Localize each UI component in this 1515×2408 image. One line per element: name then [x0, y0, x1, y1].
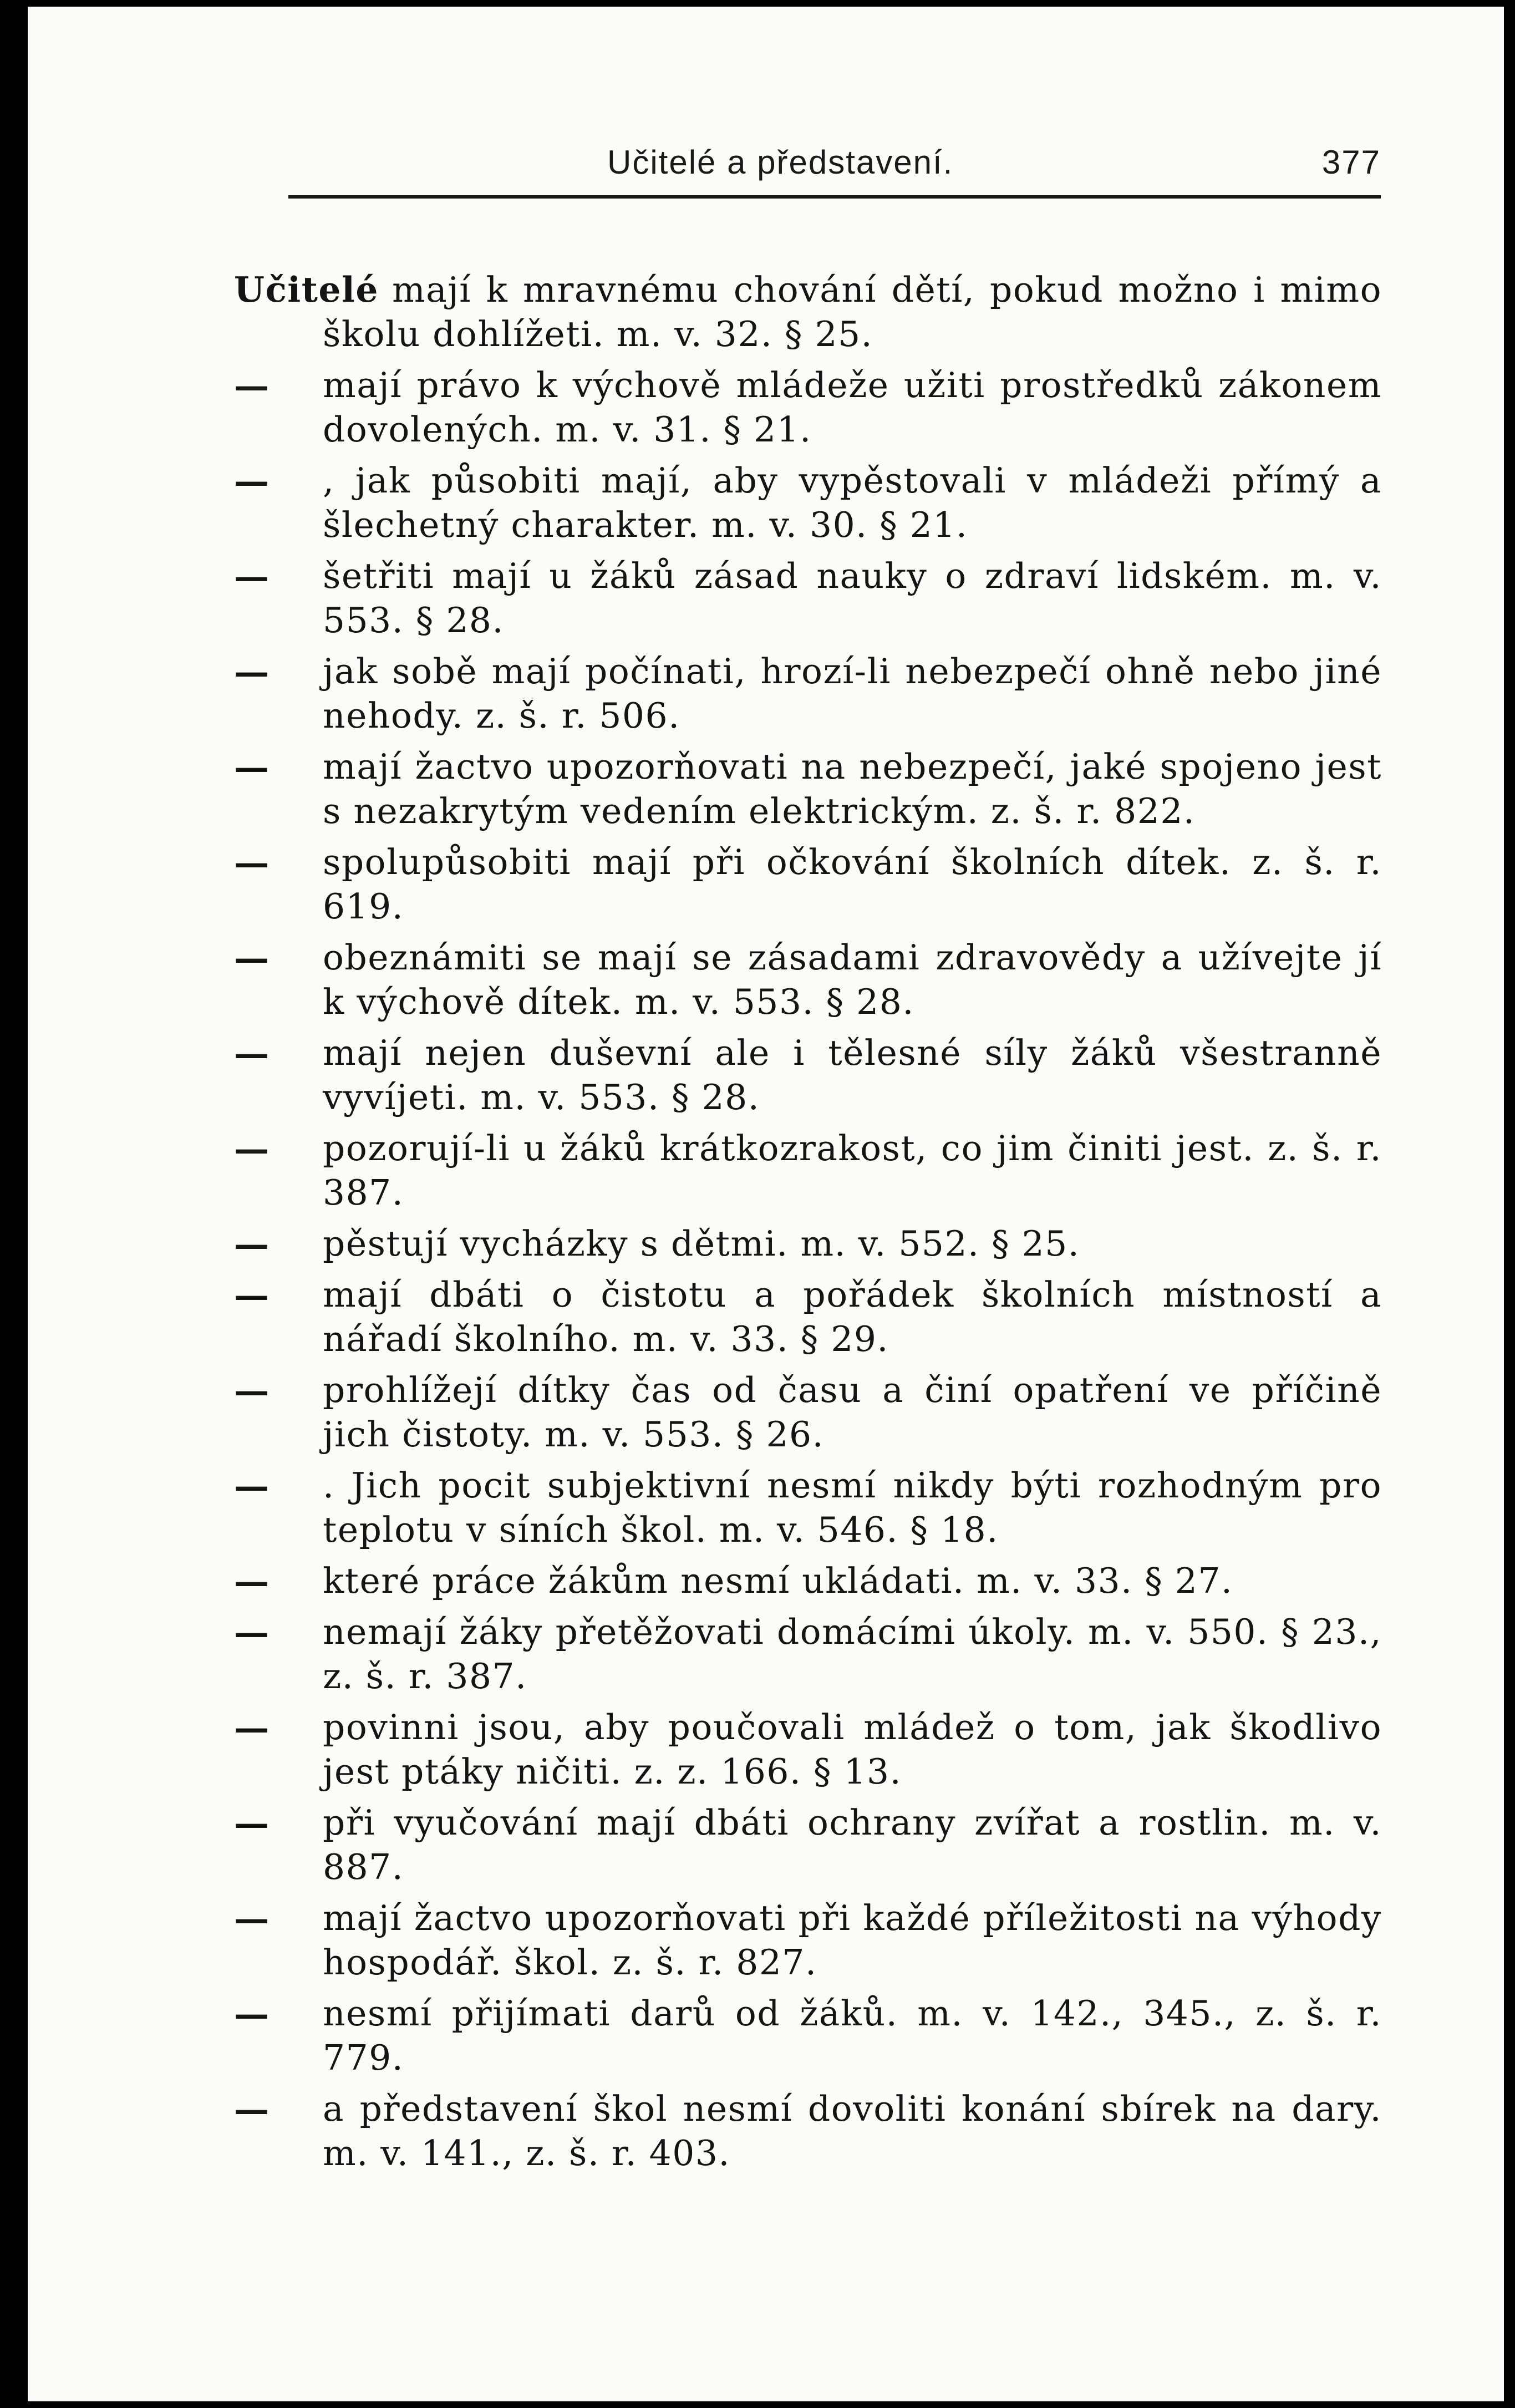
entry-text: povinni jsou, aby poučovali mládež o tom, jak škodlivo jest ptáky ničiti. z. z. 166. § 13.	[323, 1707, 1382, 1792]
entry-text: nesmí přijímati darů od žáků. m. v. 142., 345., z. š. r. 779.	[323, 1993, 1382, 2078]
index-entry	[234, 1801, 1382, 1889]
index-entry	[234, 2087, 1382, 2176]
index-entry	[234, 554, 1382, 643]
entry-text: obeznámiti se mají se zásadami zdravovědy a užívejte jí k výchově dítek. m. v. 553. § 28.	[323, 937, 1382, 1022]
index-entry	[234, 1273, 1382, 1362]
index-entry	[234, 745, 1382, 834]
entry-text: mají k mravnému chování dětí, pokud možno i mimo školu dohlížeti. m. v. 32. § 25.	[323, 270, 1382, 354]
index-entry	[234, 1610, 1382, 1699]
entry-text: které práce žákům nesmí ukládati. m. v. 33. § 27.	[323, 1561, 1233, 1601]
entry-text: mají právo k výchově mládeže užiti prostředků zákonem dovolených. m. v. 31. § 21.	[323, 365, 1382, 450]
entry-headword: Učitelé	[234, 269, 379, 310]
entry-text: prohlížejí dítky čas od času a činí opatření ve příčině jich čistoty. m. v. 553. § 26.	[323, 1370, 1382, 1455]
entry-dash: —	[234, 556, 270, 597]
entry-dash: —	[234, 365, 270, 406]
index-entry	[234, 1222, 1382, 1266]
entry-dash: —	[234, 1223, 270, 1264]
entry-dash: —	[234, 746, 270, 788]
index-entry	[234, 1464, 1382, 1552]
index-entry	[234, 1705, 1382, 1794]
index-entry	[234, 363, 1382, 452]
entry-dash: —	[234, 1898, 270, 1939]
index-entries	[234, 267, 1382, 2182]
entry-dash: —	[234, 1561, 270, 1602]
header-rule	[288, 195, 1381, 199]
entry-dash: —	[234, 460, 270, 501]
index-entry	[234, 1896, 1382, 1985]
entry-text: mají žactvo upozorňovati na nebezpečí, jaké spojeno jest s nezakrytým vedením elektrickým. z. š. r. 822.	[323, 746, 1382, 831]
entry-text: mají dbáti o čistotu a pořádek školních místností a nářadí školního. m. v. 33. § 29.	[323, 1274, 1382, 1359]
entry-text: , jak působiti mají, aby vypěstovali v mládeži přímý a šlechetný charakter. m. v. 30. § 21.	[323, 460, 1382, 545]
entry-dash: —	[234, 651, 270, 692]
entry-text: a představení škol nesmí dovoliti konání sbírek na dary. m. v. 141., z. š. r. 403.	[323, 2089, 1382, 2173]
entry-text: mají nejen duševní ale i tělesné síly žáků všestranně vyvíjeti. m. v. 553. § 28.	[323, 1033, 1382, 1117]
index-entry	[234, 1031, 1382, 1120]
entry-text: jak sobě mají počínati, hrozí-li nebezpečí ohně nebo jiné nehody. z. š. r. 506.	[323, 651, 1382, 736]
entry-dash: —	[234, 1612, 270, 1653]
entry-dash: —	[234, 1993, 270, 2034]
entry-text: mají žactvo upozorňovati při každé příležitosti na výhody hospodář. škol. z. š. r. 827.	[323, 1898, 1382, 1983]
entry-text: šetřiti mají u žáků zásad nauky o zdraví lidském. m. v. 553. § 28.	[323, 556, 1382, 641]
entry-dash: —	[234, 1274, 270, 1315]
entry-dash: —	[234, 937, 270, 978]
entry-text: pozorují-li u žáků krátkozrakost, co jim činiti jest. z. š. r. 387.	[323, 1128, 1382, 1213]
entry-dash: —	[234, 2089, 270, 2130]
book-page	[28, 7, 1504, 2401]
entry-dash: —	[234, 842, 270, 883]
index-entry	[234, 649, 1382, 738]
running-title: Učitelé a představení.	[607, 144, 954, 181]
page-number: 377	[1321, 144, 1381, 181]
index-entry	[234, 267, 1382, 357]
index-entry	[234, 1559, 1382, 1603]
index-entry	[234, 1126, 1382, 1215]
index-entry	[234, 459, 1382, 547]
entry-dash: —	[234, 1802, 270, 1843]
entry-dash: —	[234, 1465, 270, 1506]
entry-dash: —	[234, 1033, 270, 1074]
index-entry	[234, 936, 1382, 1024]
index-entry	[234, 1992, 1382, 2080]
index-entry	[234, 840, 1382, 929]
entry-text: při vyučování mají dbáti ochrany zvířat a rostlin. m. v. 887.	[323, 1802, 1382, 1887]
entry-dash: —	[234, 1128, 270, 1169]
entry-text: spolupůsobiti mají při očkování školních dítek. z. š. r. 619.	[323, 842, 1382, 927]
entry-text: nemají žáky přetěžovati domácími úkoly. m. v. 550. § 23., z. š. r. 387.	[323, 1612, 1382, 1696]
page-header	[288, 126, 1381, 187]
index-entry	[234, 1368, 1382, 1457]
entry-dash: —	[234, 1370, 270, 1411]
entry-text: . Jich pocit subjektivní nesmí nikdy býti rozhodným pro teplotu v síních škol. m. v. 546. § 18.	[323, 1465, 1382, 1550]
entry-text: pěstují vycházky s dětmi. m. v. 552. § 25.	[323, 1223, 1080, 1264]
entry-dash: —	[234, 1707, 270, 1748]
